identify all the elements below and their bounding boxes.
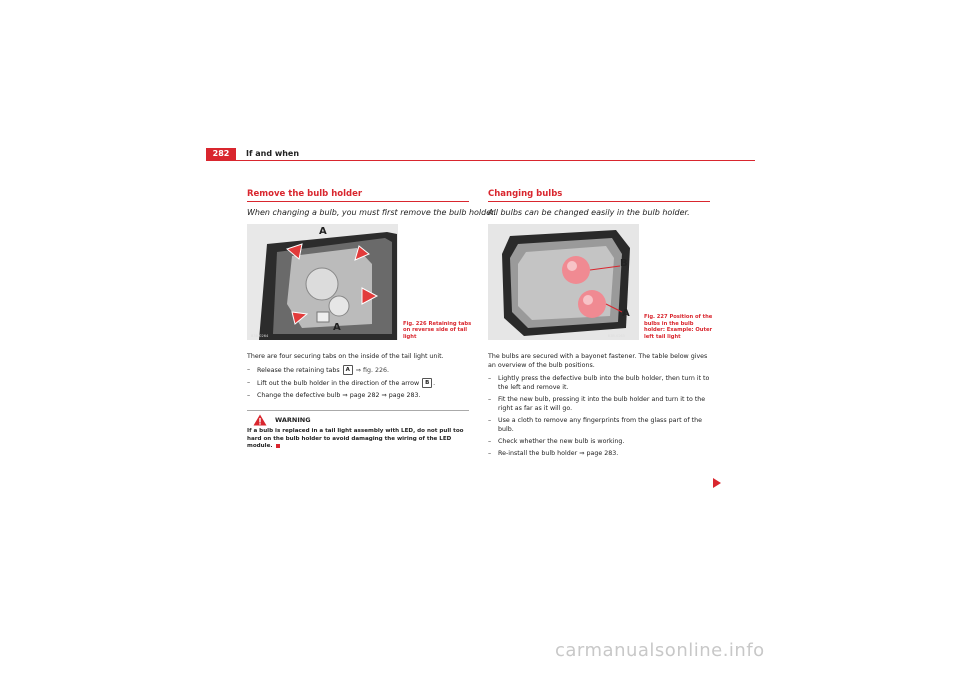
section-changing-bulbs <box>488 188 713 461</box>
bulb-holder-illustration <box>488 224 639 340</box>
warning-triangle-icon <box>253 414 267 426</box>
warning-title: WARNING <box>275 416 311 424</box>
running-title: If and when <box>246 149 300 158</box>
end-of-section-icon <box>276 444 280 448</box>
list-item: – Use a cloth to remove any fingerprints from the glass part of the bulb. <box>488 417 702 433</box>
header-rule <box>206 160 755 161</box>
section-title: Remove the bulb holder <box>247 189 363 199</box>
instruction-list <box>488 374 710 458</box>
figure-227 <box>488 224 713 342</box>
watermark: carmanualsonline.info <box>555 640 765 661</box>
instruction-list <box>247 365 469 400</box>
figure-caption: Fig. 226 Retaining tabs on reverse side of tail light <box>403 320 472 340</box>
section-remove-bulb-holder <box>247 188 497 451</box>
figure-reference-link[interactable]: ⇒ fig. 226 <box>355 367 387 374</box>
callout-badge-a: A <box>343 365 353 375</box>
intro-paragraph: There are four securing tabs on the inside of the tail light unit. <box>247 353 444 360</box>
warning-box <box>247 410 469 451</box>
section-subtitle: All bulbs can be changed easily in the bulb holder. <box>488 208 690 217</box>
list-item: – Release the retaining tabs A ⇒ fig. 226. <box>247 366 389 374</box>
figure-label-b: B <box>620 258 628 269</box>
section-rule <box>488 201 710 202</box>
callout-badge-b: B <box>422 378 432 388</box>
next-page-arrow-icon[interactable] <box>713 478 721 488</box>
section-rule <box>247 201 469 202</box>
list-item: – Check whether the new bulb is working. <box>488 438 625 445</box>
list-item: – Change the defective bulb ⇒ page 282 ⇒ page 283. <box>247 392 421 399</box>
section-title: Changing bulbs <box>488 189 563 199</box>
bulb-holder-image <box>488 224 639 340</box>
warning-text: If a bulb is replaced in a tail light assembly with LED, do not pull too hard on the bulb holder to avoid damaging the wiring of the LED module. <box>247 428 464 449</box>
list-item: – Lift out the bulb holder in the direction of the arrow B . <box>247 379 436 387</box>
list-item: – Re-install the bulb holder ⇒ page 283. <box>488 450 619 457</box>
list-item: – Lightly press the defective bulb into the bulb holder, then turn it to the left and remove it. <box>488 375 710 391</box>
intro-paragraph: The bulbs are secured with a bayonet fastener. The table below gives an overview of the bulb positions. <box>488 353 708 369</box>
figure-caption: Fig. 227 Position of the bulbs in the bulb holder: Example: Outer left tail light <box>644 314 713 340</box>
list-item: – Fit the new bulb, pressing it into the bulb holder and turn it to the right as far as it will go. <box>488 396 706 412</box>
section-subtitle: When changing a bulb, you must first remove the bulb holder. <box>247 208 497 217</box>
figure-code: B3B-0265 <box>607 334 625 338</box>
page-number: 282 <box>206 148 236 160</box>
figure-226 <box>247 224 472 342</box>
page-header <box>206 148 755 160</box>
figure-label-a-bottom: A <box>333 322 341 333</box>
tail-light-reverse-image <box>247 224 398 340</box>
figure-code: B3B-0264 <box>251 334 269 338</box>
tail-light-illustration <box>247 224 398 340</box>
figure-label-a: A <box>622 308 630 319</box>
figure-label-a-top: A <box>319 226 327 237</box>
